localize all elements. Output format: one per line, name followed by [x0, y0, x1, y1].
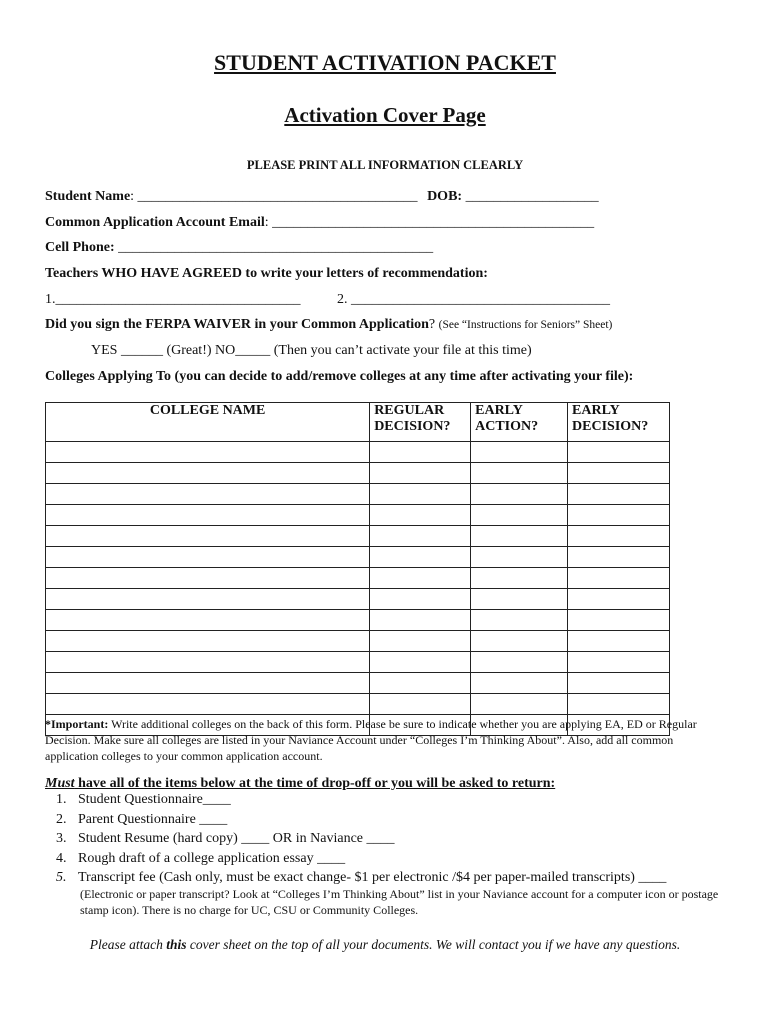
table-row — [46, 547, 670, 568]
table-cell[interactable] — [370, 505, 471, 526]
col-early-decision: EARLY DECISION? — [568, 403, 670, 442]
table-cell[interactable] — [568, 505, 670, 526]
table-cell[interactable] — [471, 589, 568, 610]
print-instruction: PLEASE PRINT ALL INFORMATION CLEARLY — [246, 158, 524, 172]
col-regular-decision: REGULAR DECISION? — [370, 403, 471, 442]
student-name-row — [45, 189, 599, 205]
table-row — [46, 610, 670, 631]
student-name-field[interactable]: : ________________________________________ — [130, 189, 418, 204]
table-row — [46, 631, 670, 652]
table-cell[interactable] — [471, 568, 568, 589]
table-cell[interactable] — [46, 463, 370, 484]
table-cell[interactable] — [471, 673, 568, 694]
teacher-2-field[interactable]: 2. _____________________________________ — [337, 292, 610, 307]
col-college-name: COLLEGE NAME — [46, 403, 370, 442]
table-cell[interactable] — [46, 505, 370, 526]
item-number: 4. — [56, 850, 67, 866]
table-cell[interactable] — [46, 589, 370, 610]
table-cell[interactable] — [370, 463, 471, 484]
table-row — [46, 526, 670, 547]
table-row — [46, 505, 670, 526]
teacher-1-field[interactable]: 1.___________________________________ — [45, 292, 301, 307]
table-cell[interactable] — [471, 652, 568, 673]
item-text[interactable]: Parent Questionnaire ____ — [78, 811, 228, 827]
important-text: Write additional colleges on the back of this form. Please be sure to indicate whether you are applying EA, ED or Regular Decision. Make sure all colleges are listed in your Naviance Account under “Colleges I’m Thinking About”. Also, add all common application colleges to your common application account. — [45, 717, 697, 763]
table-cell[interactable] — [568, 568, 670, 589]
table-cell[interactable] — [46, 673, 370, 694]
table-cell[interactable] — [471, 442, 568, 463]
table-row — [46, 673, 670, 694]
table-row — [46, 652, 670, 673]
page-subtitle: Activation Cover Page — [284, 103, 486, 127]
item-number: 3. — [56, 831, 67, 846]
item-text[interactable]: Student Questionnaire____ — [78, 792, 231, 807]
table-cell[interactable] — [46, 568, 370, 589]
list-item — [48, 849, 666, 869]
table-row — [46, 484, 670, 505]
item-number: 1. — [56, 792, 67, 807]
cell-field[interactable]: _____________________________________________ — [118, 240, 434, 255]
table-cell[interactable] — [568, 694, 670, 715]
table-cell[interactable] — [46, 484, 370, 505]
closing-note — [0, 937, 770, 953]
table-cell[interactable] — [568, 610, 670, 631]
table-cell[interactable] — [568, 463, 670, 484]
table-cell[interactable] — [568, 526, 670, 547]
table-cell[interactable] — [370, 589, 471, 610]
ferpa-answer[interactable]: YES ______ (Great!) NO_____ (Then you can’t activate your file at this time) — [91, 343, 532, 358]
table-cell[interactable] — [568, 442, 670, 463]
ferpa-question-row — [45, 317, 612, 333]
list-item — [48, 829, 666, 849]
important-note — [45, 716, 725, 764]
must-word: Must — [45, 776, 75, 791]
item-number: 5. — [56, 870, 67, 885]
cell-row — [45, 240, 433, 256]
list-item — [48, 810, 666, 830]
list-item — [48, 790, 666, 810]
table-cell[interactable] — [370, 673, 471, 694]
email-label: Common Application Account Email — [45, 215, 265, 230]
table-cell[interactable] — [568, 589, 670, 610]
table-cell[interactable] — [46, 631, 370, 652]
table-cell[interactable] — [370, 526, 471, 547]
colleges-intro: Colleges Applying To (you can decide to add/remove colleges at any time after activating your file): — [45, 369, 634, 384]
item-text[interactable]: Transcript fee (Cash only, must be exact change- $1 per electronic /$4 per paper-mailed transcripts) ____ — [78, 870, 667, 885]
table-cell[interactable] — [471, 526, 568, 547]
table-row — [46, 442, 670, 463]
table-header-row — [46, 403, 670, 442]
table-cell[interactable] — [46, 526, 370, 547]
table-row — [46, 589, 670, 610]
email-field[interactable]: : ______________________________________________ — [264, 215, 595, 230]
ferpa-note: (See “Instructions for Seniors” Sheet) — [438, 319, 613, 331]
table-cell[interactable] — [370, 694, 471, 715]
table-cell[interactable] — [46, 652, 370, 673]
table-cell[interactable] — [568, 484, 670, 505]
colleges-table — [45, 402, 670, 736]
table-cell[interactable] — [471, 463, 568, 484]
important-label: *Important: — [45, 717, 109, 731]
teachers-label: Teachers WHO HAVE AGREED to write your letters of recommendation: — [45, 266, 488, 281]
transcript-note: (Electronic or paper transcript? Look at “Colleges I’m Thinking About” list in your Naviance account for a computer icon or postage stamp icon). There is no charge for UC, CSU or Community Colleges. — [80, 887, 719, 917]
table-cell[interactable] — [370, 631, 471, 652]
required-items-list — [48, 790, 666, 888]
table-cell[interactable] — [370, 568, 471, 589]
table-cell[interactable] — [568, 631, 670, 652]
student-name-label: Student Name — [45, 189, 131, 204]
closing-part-1: Please attach — [89, 937, 167, 952]
col-early-action: EARLY ACTION? — [471, 403, 568, 442]
table-cell[interactable] — [568, 547, 670, 568]
item-text[interactable]: Rough draft of a college application essay ____ — [78, 850, 346, 866]
list-item — [48, 868, 666, 888]
table-cell[interactable] — [46, 442, 370, 463]
table-cell[interactable] — [46, 694, 370, 715]
ferpa-question: Did you sign the FERPA WAIVER in your Common Application — [45, 317, 429, 332]
table-cell[interactable] — [471, 631, 568, 652]
closing-part-2: cover sheet on the top of all your documents. We will contact you if we have any questions. — [186, 937, 681, 952]
table-cell[interactable] — [370, 547, 471, 568]
table-cell[interactable] — [370, 484, 471, 505]
closing-bold-word: this — [166, 937, 187, 952]
table-cell[interactable] — [46, 547, 370, 568]
item-text[interactable]: Student Resume (hard copy) ____ OR in Naviance ____ — [78, 831, 395, 846]
dob-field[interactable]: ___________________ — [465, 189, 599, 204]
table-row — [46, 694, 670, 715]
table-cell[interactable] — [471, 694, 568, 715]
dob-label: DOB: — [427, 189, 463, 204]
table-cell[interactable] — [370, 610, 471, 631]
table-cell[interactable] — [471, 547, 568, 568]
table-row — [46, 463, 670, 484]
item-number: 2. — [56, 811, 67, 827]
table-cell[interactable] — [46, 610, 370, 631]
page-title: STUDENT ACTIVATION PACKET — [214, 50, 556, 75]
table-row — [46, 568, 670, 589]
table-cell[interactable] — [471, 610, 568, 631]
email-row — [45, 215, 594, 231]
table-cell[interactable] — [370, 442, 471, 463]
table-cell[interactable] — [568, 673, 670, 694]
table-cell[interactable] — [370, 652, 471, 673]
table-cell[interactable] — [568, 652, 670, 673]
cell-label: Cell Phone: — [45, 240, 115, 255]
table-cell[interactable] — [471, 484, 568, 505]
ferpa-question-mark: ? — [428, 317, 436, 332]
must-rest: have all of the items below at the time of drop-off or you will be asked to return: — [74, 776, 556, 791]
table-cell[interactable] — [471, 505, 568, 526]
